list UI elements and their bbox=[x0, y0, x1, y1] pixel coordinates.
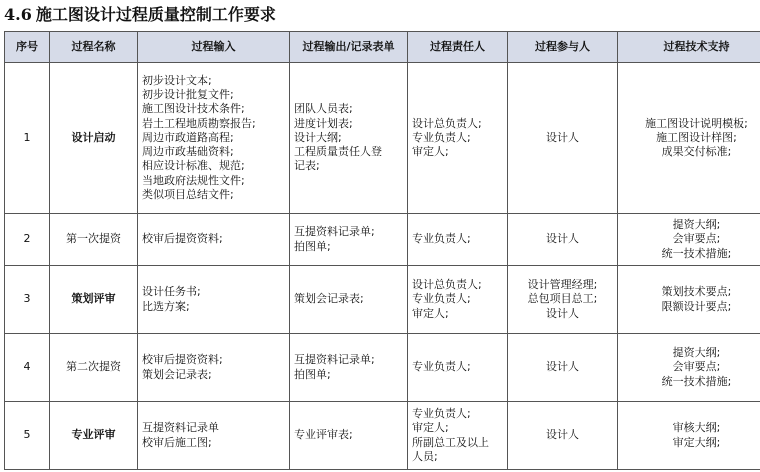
cell-line: 设计任务书; bbox=[142, 285, 201, 299]
cell-line: 互提资料记录单 bbox=[142, 421, 219, 435]
header-process-output: 过程输出/记录表单 bbox=[290, 32, 408, 63]
cell-support bbox=[618, 334, 760, 402]
cell-process-name: 策划评审 bbox=[50, 266, 138, 334]
cell-no: 3 bbox=[5, 266, 50, 334]
cell-line: 成果交付标准; bbox=[661, 145, 732, 159]
cell-line: 专业负责人; bbox=[412, 232, 471, 246]
cell-line: 审定大纲; bbox=[672, 435, 721, 449]
cell-line: 设计总负责人; bbox=[412, 116, 482, 130]
cell-participant bbox=[508, 402, 618, 470]
cell-line: 互提资料记录单; bbox=[294, 353, 375, 367]
cell-output bbox=[290, 266, 408, 334]
cell-line: 策划技术要点; bbox=[661, 285, 732, 299]
cell-support bbox=[618, 266, 760, 334]
cell-line: 设计人 bbox=[546, 306, 579, 320]
cell-line: 提资大纲; bbox=[672, 346, 721, 360]
cell-line: 专业负责人; bbox=[412, 292, 471, 306]
cell-line: 限额设计要点; bbox=[661, 299, 732, 313]
table-row bbox=[5, 63, 760, 214]
table-row bbox=[5, 334, 760, 402]
cell-line: 工程质量责任人登 bbox=[294, 145, 382, 159]
cell-input bbox=[138, 334, 290, 402]
cell-line: 记表; bbox=[294, 159, 320, 173]
cell-line: 互提资料记录单; bbox=[294, 225, 375, 239]
header-process-name: 过程名称 bbox=[50, 32, 138, 63]
cell-line: 设计大纲; bbox=[294, 130, 342, 144]
cell-line: 策划会记录表; bbox=[294, 292, 364, 306]
table-row bbox=[5, 266, 760, 334]
cell-line: 专业负责人; bbox=[412, 407, 471, 421]
header-process-participant: 过程参与人 bbox=[508, 32, 618, 63]
cell-owner bbox=[408, 334, 508, 402]
cell-line: 统一技术措施; bbox=[661, 374, 732, 388]
cell-line: 当地政府法规性文件; bbox=[142, 173, 245, 187]
cell-participant bbox=[508, 266, 618, 334]
cell-line: 审定人; bbox=[412, 421, 449, 435]
cell-line: 设计管理经理; bbox=[527, 278, 598, 292]
cell-line: 策划会记录表; bbox=[142, 367, 212, 381]
cell-owner bbox=[408, 214, 508, 266]
cell-line: 进度计划表; bbox=[294, 116, 353, 130]
cell-input bbox=[138, 402, 290, 470]
cell-line: 类似项目总结文件; bbox=[142, 187, 234, 201]
cell-line: 专业负责人; bbox=[412, 130, 471, 144]
quality-control-table bbox=[4, 31, 760, 470]
cell-support bbox=[618, 402, 760, 470]
cell-line: 校审后施工图; bbox=[142, 435, 212, 449]
cell-owner bbox=[408, 266, 508, 334]
cell-line: 拍图单; bbox=[294, 239, 331, 253]
cell-support bbox=[618, 63, 760, 214]
cell-line: 岩土工程地质勘察报告; bbox=[142, 116, 256, 130]
cell-line: 设计人 bbox=[546, 428, 579, 442]
cell-process-name: 设计启动 bbox=[50, 63, 138, 214]
cell-line: 校审后提资资料; bbox=[142, 353, 223, 367]
cell-line: 总包项目总工; bbox=[527, 292, 598, 306]
section-title: 施工图设计过程质量控制工作要求 bbox=[35, 5, 276, 24]
cell-line: 校审后提资资料; bbox=[142, 232, 223, 246]
cell-input bbox=[138, 63, 290, 214]
cell-line: 设计人 bbox=[546, 130, 579, 144]
cell-line: 初步设计文本; bbox=[142, 74, 212, 88]
cell-line: 设计人 bbox=[546, 360, 579, 374]
cell-line: 审定人; bbox=[412, 306, 449, 320]
cell-line: 设计总负责人; bbox=[412, 278, 482, 292]
table-row bbox=[5, 402, 760, 470]
table-header-row bbox=[5, 32, 760, 63]
header-process-input: 过程输入 bbox=[138, 32, 290, 63]
cell-output bbox=[290, 402, 408, 470]
section-number: 4.6 bbox=[4, 5, 32, 24]
cell-line: 所副总工及以上 bbox=[412, 435, 489, 449]
cell-output bbox=[290, 214, 408, 266]
cell-line: 审定人; bbox=[412, 145, 449, 159]
cell-participant bbox=[508, 214, 618, 266]
header-no: 序号 bbox=[5, 32, 50, 63]
cell-line: 统一技术措施; bbox=[661, 246, 732, 260]
cell-input bbox=[138, 214, 290, 266]
cell-line: 初步设计批复文件; bbox=[142, 88, 234, 102]
cell-line: 施工图设计技术条件; bbox=[142, 102, 245, 116]
cell-no: 4 bbox=[5, 334, 50, 402]
cell-line: 相应设计标准、规范; bbox=[142, 159, 245, 173]
cell-line: 周边市政基础资料; bbox=[142, 145, 234, 159]
cell-participant bbox=[508, 63, 618, 214]
cell-line: 审核大纲; bbox=[672, 421, 721, 435]
header-process-owner: 过程责任人 bbox=[408, 32, 508, 63]
cell-no: 1 bbox=[5, 63, 50, 214]
cell-participant bbox=[508, 334, 618, 402]
header-technical-support: 过程技术支持 bbox=[618, 32, 760, 63]
cell-line: 专业负责人; bbox=[412, 360, 471, 374]
cell-line: 施工图设计样图; bbox=[656, 130, 737, 144]
cell-input bbox=[138, 266, 290, 334]
cell-line: 专业评审表; bbox=[294, 428, 353, 442]
cell-process-name: 第二次提资 bbox=[50, 334, 138, 402]
cell-line: 团队人员表; bbox=[294, 102, 353, 116]
cell-line: 施工图设计说明模板; bbox=[645, 116, 748, 130]
cell-owner bbox=[408, 63, 508, 214]
cell-line: 拍图单; bbox=[294, 367, 331, 381]
cell-output bbox=[290, 63, 408, 214]
cell-owner bbox=[408, 402, 508, 470]
cell-line: 人员; bbox=[412, 449, 438, 463]
cell-no: 5 bbox=[5, 402, 50, 470]
cell-output bbox=[290, 334, 408, 402]
cell-no: 2 bbox=[5, 214, 50, 266]
table-row bbox=[5, 214, 760, 266]
cell-line: 设计人 bbox=[546, 232, 579, 246]
cell-process-name: 专业评审 bbox=[50, 402, 138, 470]
cell-line: 会审要点; bbox=[672, 232, 721, 246]
cell-line: 周边市政道路高程; bbox=[142, 130, 234, 144]
cell-line: 提资大纲; bbox=[672, 218, 721, 232]
cell-line: 比选方案; bbox=[142, 299, 190, 313]
section-heading bbox=[4, 3, 276, 27]
cell-support bbox=[618, 214, 760, 266]
cell-line: 会审要点; bbox=[672, 360, 721, 374]
cell-process-name: 第一次提资 bbox=[50, 214, 138, 266]
